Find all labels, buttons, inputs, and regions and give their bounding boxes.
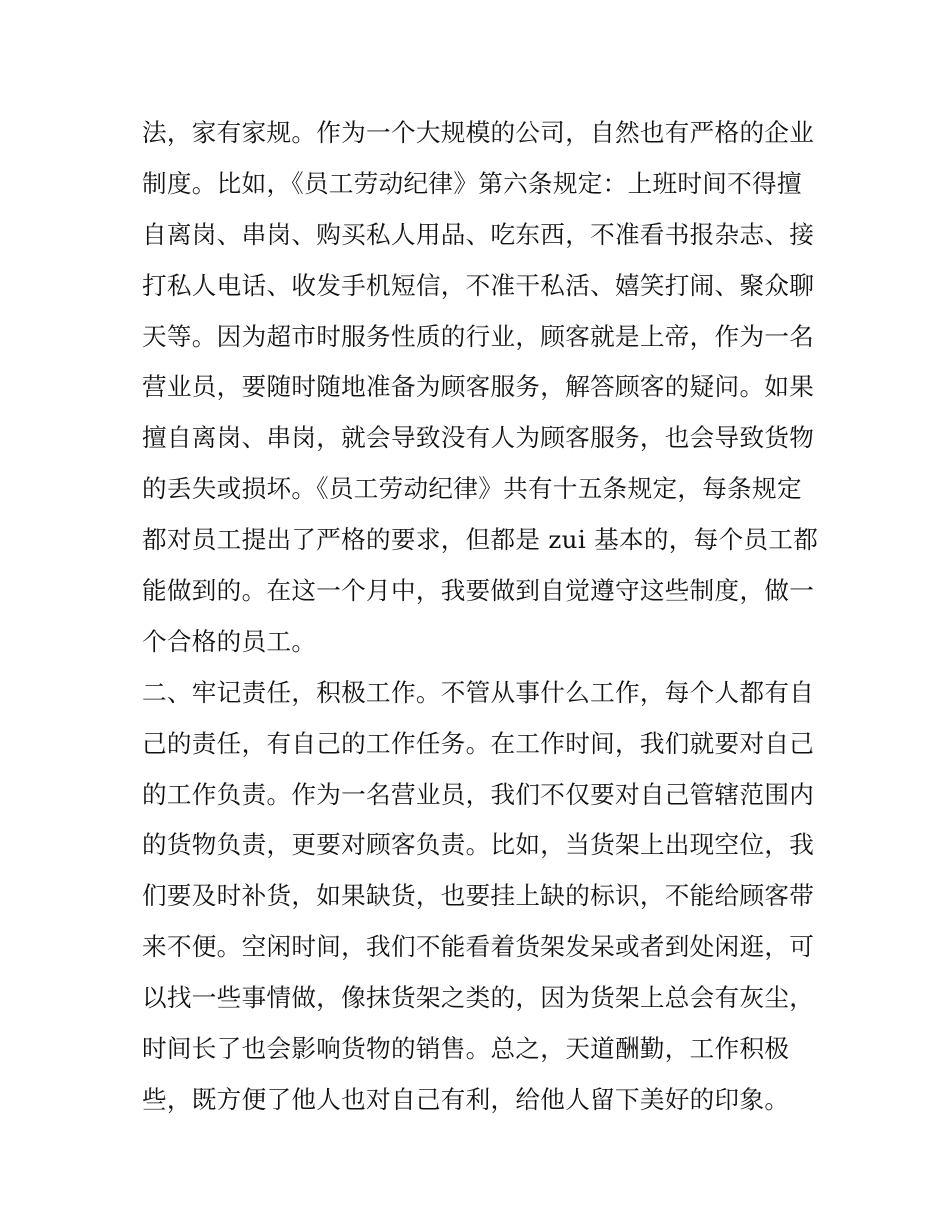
- text-line: 的丢失或损坏。《员工劳动纪律》共有十五条规定，每条规定: [142, 474, 802, 504]
- text-line: 都对员工提出了严格的要求，但都是 zui 基本的，每个员工都: [142, 525, 819, 555]
- text-line: 的货物负责，更要对顾客负责。比如，当货架上出现空位，我: [142, 830, 815, 860]
- text-line: 些，既方便了他人也对自己有利，给他人留下美好的印象。: [142, 1084, 790, 1114]
- text-line: 来不便。空闲时间，我们不能看着货架发呆或者到处闲逛，可: [142, 932, 815, 962]
- text-line: 们要及时补货，如果缺货，也要挂上缺的标识，不能给顾客带: [142, 881, 815, 911]
- text-line: 擅自离岗、串岗，就会导致没有人为顾客服务，也会导致货物: [142, 423, 815, 453]
- text-line: 打私人电话、收发手机短信，不准干私活、嬉笑打闹、聚众聊: [142, 270, 815, 300]
- text-line: 法，家有家规。作为一个大规模的公司，自然也有严格的企业: [142, 118, 815, 147]
- text-line: 个合格的员工。: [142, 626, 317, 656]
- text-line: 以找一些事情做，像抹货架之类的，因为货架上总会有灰尘，: [142, 983, 815, 1013]
- text-line: 二、牢记责任，积极工作。不管从事什么工作，每个人都有自: [142, 677, 815, 707]
- text-line: 天等。因为超市时服务性质的行业，顾客就是上帝，作为一名: [142, 321, 815, 351]
- text-line: 时间长了也会影响货物的销售。总之，天道酬勤，工作积极: [142, 1034, 790, 1064]
- body-text: [142, 108, 819, 1126]
- text-line: 制度。比如，《员工劳动纪律》第六条规定：上班时间不得擅: [142, 168, 802, 198]
- text-line: 能做到的。在这一个月中，我要做到自觉遵守这些制度，做一: [142, 576, 815, 606]
- text-line: 的工作负责。作为一名营业员，我们不仅要对自己管辖范围内: [142, 779, 815, 809]
- text-line: 自离岗、串岗、购买私人用品、吃东西，不准看书报杂志、接: [142, 219, 815, 249]
- text-line: 营业员，要随时随地准备为顾客服务，解答顾客的疑问。如果: [142, 372, 815, 402]
- text-line: 己的责任，有自己的工作任务。在工作时间，我们就要对自己: [142, 728, 815, 758]
